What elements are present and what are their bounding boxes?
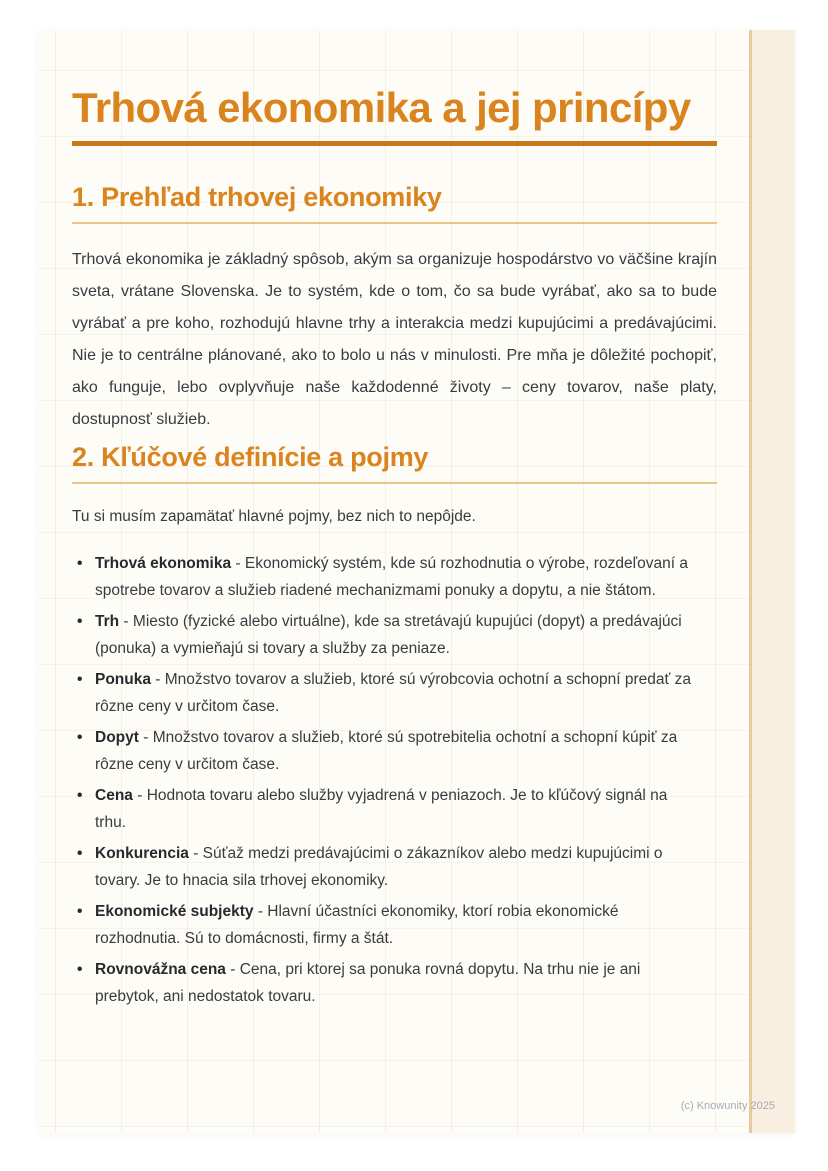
note-page [38, 30, 795, 1133]
right-margin-strip [749, 30, 795, 1133]
term-definition: Miesto (fyzické alebo virtuálne), kde sa stretávajú kupujúci (dopyt) a predávajúci (ponuka) a vymieňajú si tovary a služby za peniaze. [95, 613, 682, 657]
term-definition: Hodnota tovaru alebo služby vyjadrená v peniazoch. Je to kľúčový signál na trhu. [95, 787, 668, 831]
term-name: Dopyt [95, 729, 139, 746]
term-item [72, 608, 717, 662]
terms-list [72, 550, 717, 1010]
overview-paragraph: Trhová ekonomika je základný spôsob, akým sa organizuje hospodárstvo vo väčšine krajín sveta, vrátane Slovenska. Je to systém, kde o tom, čo sa bude vyrábať, ako sa to bude vyrábať a pre koho, rozhodujú hlavne trhy a interakcia medzi kupujúcimi a predávajúcimi. Nie je to centrálne plánované, ako to bolo u nás v minulosti. Pre mňa je dôležité pochopiť, ako funguje, lebo ovplyvňuje naše každodenné životy – ceny tovarov, naše platy, dostupnosť služieb. [72, 251, 717, 428]
section-heading-overview: 1. Prehľad trhovej ekonomiky [72, 182, 442, 212]
section-overview [72, 182, 717, 436]
term-name: Trhová ekonomika [95, 555, 232, 572]
term-definition: Ekonomický systém, kde sú rozhodnutia o výrobe, rozdeľovaní a spotrebe tovarov a služieb riadené mechanizmami ponuky a dopytu, a nie štátom. [95, 555, 688, 599]
term-name: Konkurencia [95, 845, 189, 862]
title-rule [72, 141, 717, 146]
term-item [72, 666, 717, 720]
term-item [72, 840, 717, 894]
term-separator: - [188, 845, 203, 862]
term-definition: Súťaž medzi predávajúcimi o zákazníkov alebo medzi kupujúcimi o tovary. Je to hnacia sila trhovej ekonomiky. [95, 845, 663, 889]
term-separator: - [119, 613, 133, 630]
term-definition: Hlavní účastníci ekonomiky, ktorí robia ekonomické rozhodnutia. Sú to domácnosti, firmy a štát. [95, 903, 619, 947]
term-separator: - [225, 961, 240, 978]
section-heading-definitions: 2. Kľúčové definície a pojmy [72, 442, 429, 472]
term-name: Cena [95, 787, 133, 804]
term-name: Rovnovážna cena [95, 961, 226, 978]
term-definition: Cena, pri ktorej sa ponuka rovná dopytu. Na trhu nie je ani prebytok, ani nedostatok tovaru. [95, 961, 641, 1005]
page-content [72, 30, 717, 1014]
section-definitions [72, 442, 717, 1010]
term-separator: - [253, 903, 268, 920]
term-item [72, 956, 717, 1010]
term-separator: - [231, 555, 245, 572]
term-name: Ponuka [95, 671, 151, 688]
page-title: Trhová ekonomika a jej princípy [72, 84, 691, 131]
term-item [72, 550, 717, 604]
term-item [72, 724, 717, 778]
section-rule-overview [72, 222, 717, 224]
term-item [72, 782, 717, 836]
footer-credit: (c) Knowunity 2025 [680, 1100, 775, 1112]
term-separator: - [132, 787, 147, 804]
term-name: Trh [95, 613, 120, 630]
term-definition: Množstvo tovarov a služieb, ktoré sú výrobcovia ochotní a schopní predať za rôzne ceny v určitom čase. [95, 671, 691, 715]
term-separator: - [150, 671, 165, 688]
term-item [72, 898, 717, 952]
term-separator: - [138, 729, 153, 746]
section-rule-definitions [72, 482, 717, 484]
term-definition: Množstvo tovarov a služieb, ktoré sú spotrebitelia ochotní a schopní kúpiť za rôzne ceny v určitom čase. [95, 729, 678, 773]
term-name: Ekonomické subjekty [95, 903, 254, 920]
definitions-intro: Tu si musím zapamätať hlavné pojmy, bez nich to nepôjde. [72, 508, 476, 525]
